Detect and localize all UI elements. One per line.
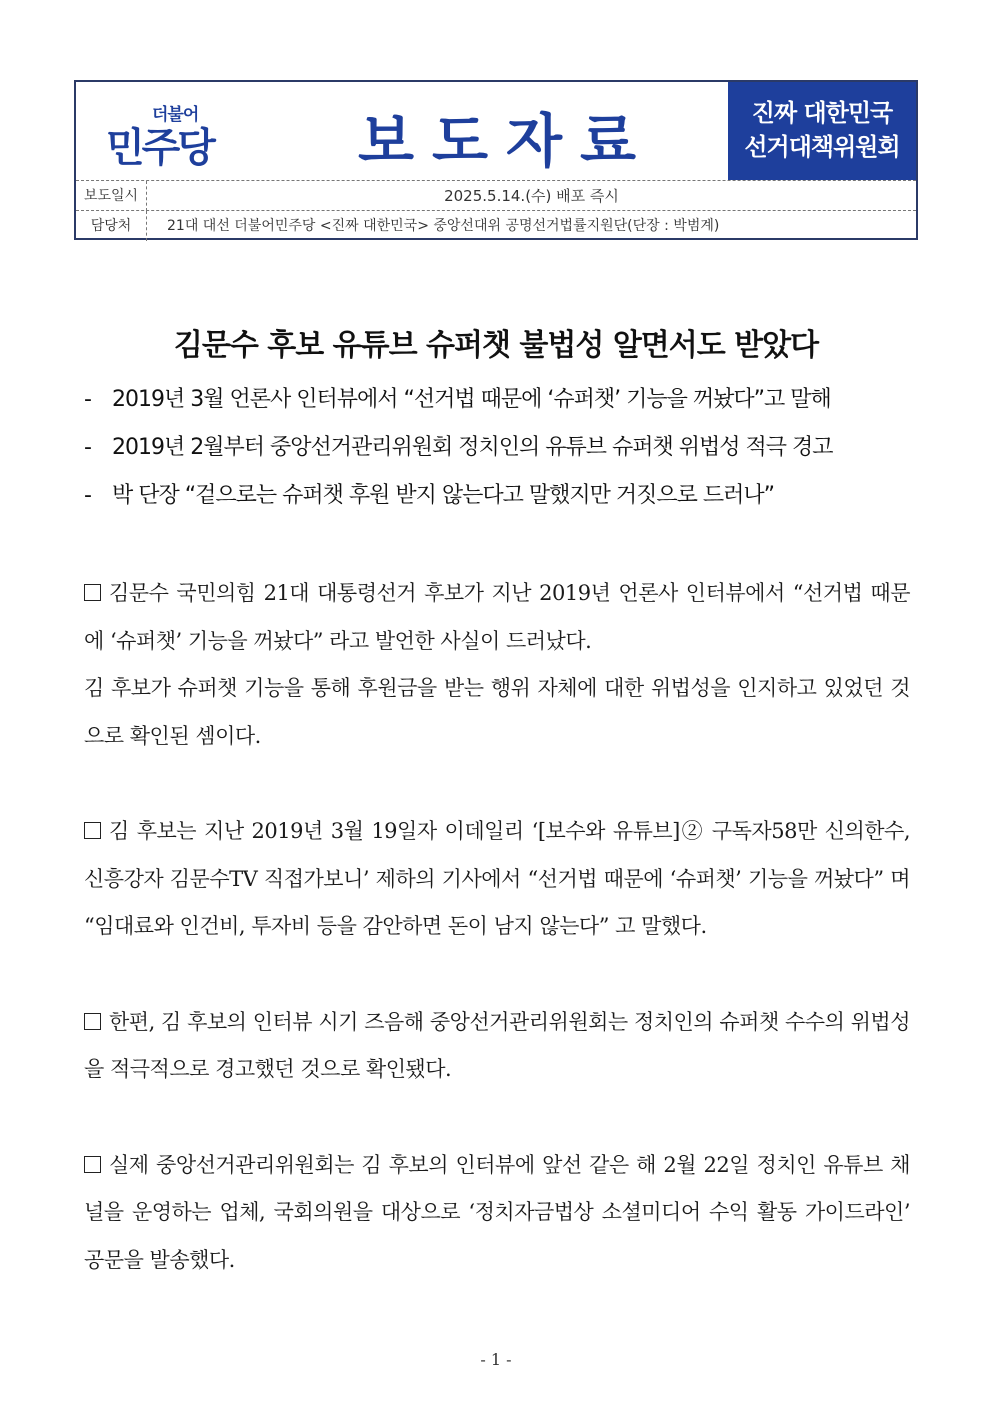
logo-small-text: 더불어: [152, 105, 199, 125]
dash-marker: -: [84, 435, 91, 460]
contact-value: 21대 대선 더불어민주당 <진짜 대한민국> 중앙선대위 공명선거법률지원단(단장 : 박범계): [167, 218, 720, 234]
page-number: - 1 -: [480, 1350, 512, 1369]
body-paragraph: [84, 570, 910, 760]
subheadline-item: [84, 430, 924, 478]
document-title: 보도자료: [357, 107, 655, 175]
contact-label: 담당처: [76, 211, 147, 241]
campaign-committee-badge: [728, 82, 916, 180]
paragraph-text: 김 후보는 지난 2019년 3월 19일자 이데일리 ‘[보수와 유튜브]② 구독자58만 신의한수, 신흥강자 김문수TV 직접가보니’ 제하의 기사에서 “선거법 때문에 ‘슈퍼챗’ 기능을 꺼놨다” 며 “임대료와 인건비, 투자비 등을 감안하면 돈이 남지 않는다” 고 말했다.: [84, 819, 910, 938]
logo-big-text: 민주당: [106, 125, 213, 171]
header-top: [76, 82, 916, 180]
subheadline-text: 2019년 2월부터 중앙선거관리위원회 정치인의 유튜브 슈퍼챗 위법성 적극 경고: [112, 435, 833, 460]
contact-row: [76, 210, 916, 241]
subheadline-text: 2019년 3월 언론사 인터뷰에서 “선거법 때문에 ‘슈퍼챗’ 기능을 꺼놨다”고 말해: [112, 387, 831, 412]
paragraph-text: 김문수 국민의힘 21대 대통령선거 후보가 지난 2019년 언론사 인터뷰에서 “선거법 때문에 ‘슈퍼챗’ 기능을 꺼놨다” 라고 발언한 사실이 드러났다.: [84, 581, 910, 653]
article-body: [84, 570, 910, 1332]
body-paragraph: [84, 808, 910, 951]
release-date-value: 2025.5.14.(수) 배포 즉시: [444, 187, 619, 205]
release-date-label: 보도일시: [76, 181, 147, 211]
dash-marker: -: [84, 387, 91, 412]
body-paragraph: [84, 1142, 910, 1285]
checkbox-bullet-icon: [84, 584, 101, 601]
campaign-line-1: 진짜 대한민국: [751, 99, 893, 127]
campaign-line-2: 선거대책위원회: [744, 133, 900, 161]
paragraph-text: 한편, 김 후보의 인터뷰 시기 즈음해 중앙선거관리위원회는 정치인의 슈퍼챗 수수의 위법성을 적극적으로 경고했던 것으로 확인됐다.: [84, 1009, 910, 1081]
release-date-row: [76, 180, 916, 211]
body-paragraph: [84, 999, 910, 1094]
paragraph-text: 김 후보가 슈퍼챗 기능을 통해 후원금을 받는 행위 자체에 대한 위법성을 인지하고 있었던 것으로 확인된 셈이다.: [84, 676, 910, 748]
checkbox-bullet-icon: [84, 822, 101, 839]
subheadline-item: [84, 478, 924, 526]
party-logo: [106, 100, 246, 170]
checkbox-bullet-icon: [84, 1013, 101, 1030]
subheadline-list: [84, 382, 924, 526]
headline: 김문수 후보 유튜브 슈퍼챗 불법성 알면서도 받았다: [173, 328, 819, 363]
press-release-header: [74, 80, 918, 240]
subheadline-item: [84, 382, 924, 430]
dash-marker: -: [84, 483, 91, 508]
paragraph-text: 실제 중앙선거관리위원회는 김 후보의 인터뷰에 앞선 같은 해 2월 22일 정치인 유튜브 채널을 운영하는 업체, 국회의원을 대상으로 ‘정치자금법상 소셜미디어 수익 활동 가이드라인’ 공문을 발송했다.: [84, 1152, 910, 1272]
subheadline-text: 박 단장 “겉으로는 슈퍼챗 후원 받지 않는다고 말했지만 거짓으로 드러나”: [112, 483, 775, 508]
checkbox-bullet-icon: [84, 1156, 101, 1173]
